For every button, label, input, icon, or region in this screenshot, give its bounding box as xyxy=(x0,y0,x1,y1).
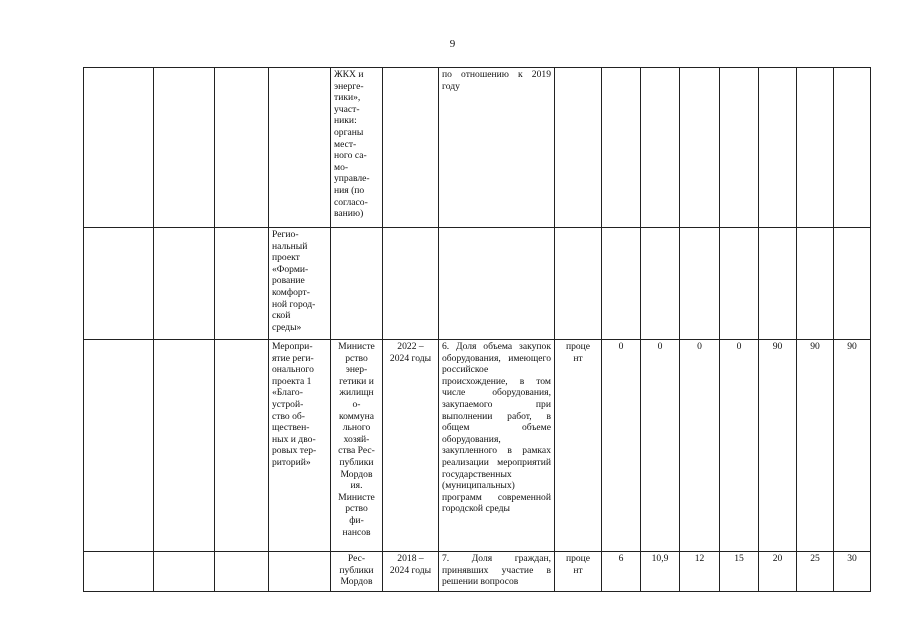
col-program-cell xyxy=(154,228,215,340)
unit-cell xyxy=(555,228,602,340)
value-cell: 0 xyxy=(680,340,720,552)
value-cell: 90 xyxy=(759,340,797,552)
event-cell xyxy=(269,552,331,592)
col-number-cell xyxy=(84,340,154,552)
value-cell: 12 xyxy=(680,552,720,592)
table-row xyxy=(84,552,871,592)
value-cell xyxy=(797,68,834,228)
value-cell: 90 xyxy=(797,340,834,552)
value-cell xyxy=(641,68,680,228)
executor-cell: Рес- публики Мордов xyxy=(331,552,383,592)
value-cell: 25 xyxy=(797,552,834,592)
value-cell: 0 xyxy=(720,340,759,552)
table-row xyxy=(84,340,871,552)
value-cell xyxy=(680,68,720,228)
col-program-cell xyxy=(154,68,215,228)
indicator-cell xyxy=(439,228,555,340)
value-cell: 0 xyxy=(641,340,680,552)
value-cell xyxy=(680,228,720,340)
value-cell: 6 xyxy=(602,552,641,592)
period-cell: 2022 – 2024 годы xyxy=(383,340,439,552)
value-cell: 90 xyxy=(834,340,871,552)
value-cell: 20 xyxy=(759,552,797,592)
value-cell xyxy=(602,68,641,228)
col-subprogram-cell xyxy=(215,228,269,340)
executor-cell: ЖКХ и энерге- тики», участ- ники: органы мест- ного са- мо- управле- ния (по согласо- ванию) xyxy=(331,68,383,228)
table-row xyxy=(84,68,871,228)
value-cell xyxy=(720,68,759,228)
regional-project-cell: Регио- нальный проект «Форми- рование комфорт- ной город- ской среды» xyxy=(269,228,331,340)
unit-cell: проце нт xyxy=(555,552,602,592)
value-cell: 15 xyxy=(720,552,759,592)
value-cell xyxy=(641,228,680,340)
value-cell xyxy=(759,68,797,228)
value-cell xyxy=(602,228,641,340)
indicator-cell: по отношению к 2019 году xyxy=(439,68,555,228)
unit-cell xyxy=(555,68,602,228)
value-cell xyxy=(759,228,797,340)
value-cell: 30 xyxy=(834,552,871,592)
col-subprogram-cell xyxy=(215,68,269,228)
period-cell xyxy=(383,68,439,228)
value-cell xyxy=(797,228,834,340)
col-subprogram-cell xyxy=(215,340,269,552)
executor-cell xyxy=(331,228,383,340)
page-number: 9 xyxy=(449,38,456,50)
project-cell xyxy=(269,68,331,228)
event-cell: Меропри- ятие реги- онального проекта 1 «Благо- устрой- ство об- ществен- ных и дво- ровых тер- риторий» xyxy=(269,340,331,552)
col-number-cell xyxy=(84,552,154,592)
col-program-cell xyxy=(154,552,215,592)
indicator-cell: 6. Доля объема закупок оборудования, имеющего российское происхождение, в том числе оборудования, закупаемого при выполнении работ, в общем объеме оборудования, закупленного в рамках реализации мероприятий государственных (муниципальных) программ современной городской среды xyxy=(439,340,555,552)
table-row xyxy=(84,228,871,340)
period-cell: 2018 – 2024 годы xyxy=(383,552,439,592)
col-program-cell xyxy=(154,340,215,552)
program-table xyxy=(83,67,871,592)
unit-cell: проце нт xyxy=(555,340,602,552)
period-cell xyxy=(383,228,439,340)
value-cell xyxy=(834,68,871,228)
col-number-cell xyxy=(84,68,154,228)
executor-cell: Министе рство энер- гетики и жилищн о- коммуна льного хозяй- ства Рес- публики Мордов ия. Министе рство фи- нансов xyxy=(331,340,383,552)
value-cell xyxy=(834,228,871,340)
value-cell xyxy=(720,228,759,340)
indicator-cell: 7. Доля граждан, принявших участие в решении вопросов xyxy=(439,552,555,592)
col-number-cell xyxy=(84,228,154,340)
value-cell: 10,9 xyxy=(641,552,680,592)
col-subprogram-cell xyxy=(215,552,269,592)
value-cell: 0 xyxy=(602,340,641,552)
